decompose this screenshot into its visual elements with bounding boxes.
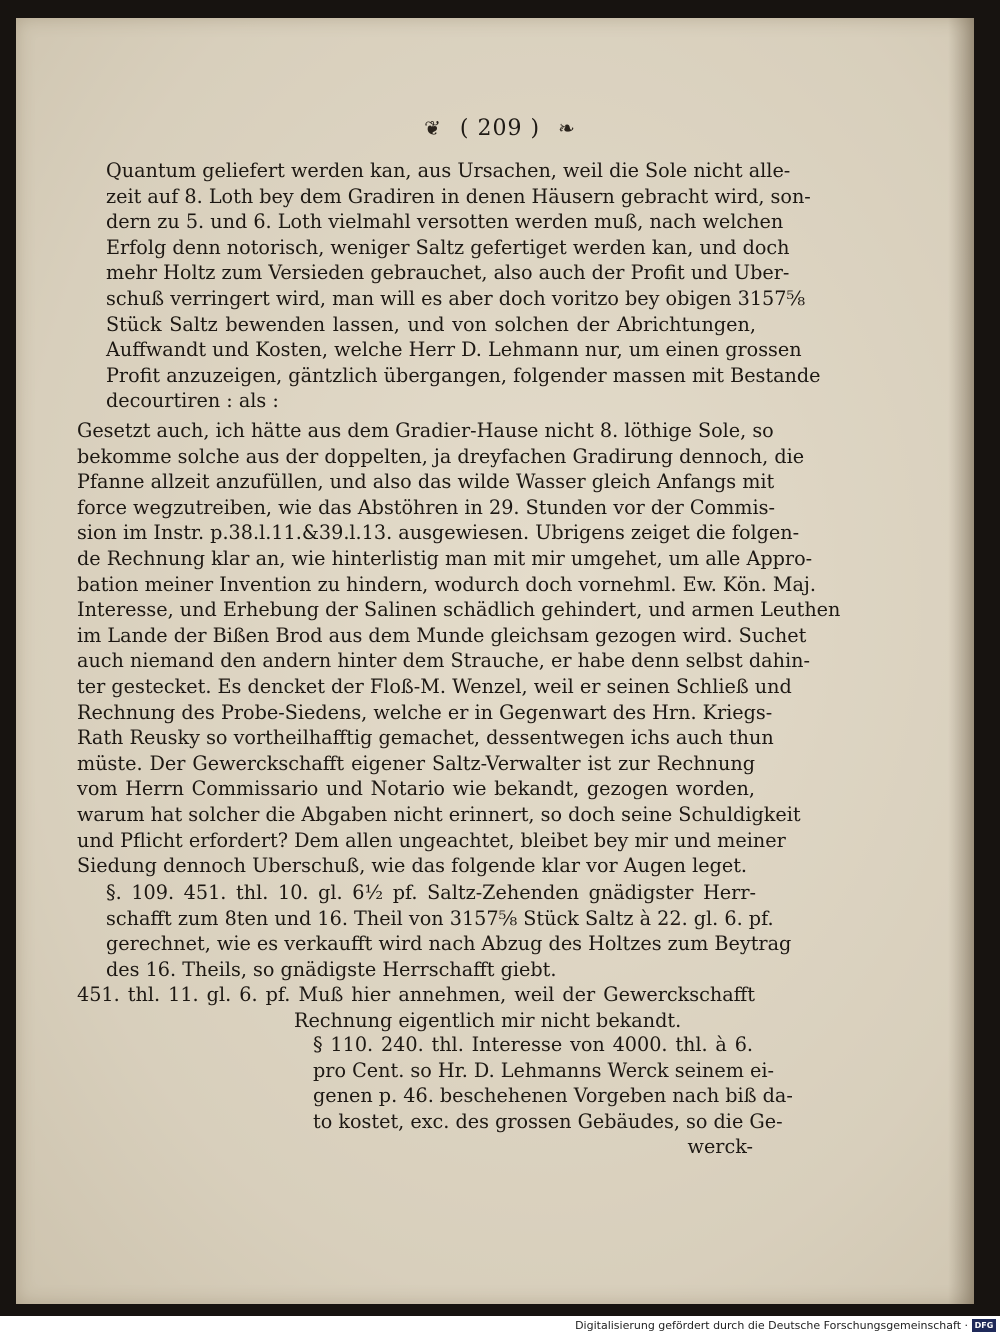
text-line: gerechnet, wie es verkaufft wird nach Abzug des Holtzes zum Beytrag [106,932,792,956]
text-line: Erfolg denn notorisch, weniger Saltz gefertiget werden kan, und doch [106,235,790,259]
text-line: de Rechnung klar an, wie hinterlistig man mit mir umgehet, um alle Appro- [77,546,813,570]
right-ornament-icon: ❧ [558,116,576,140]
text-line: Profit anzuzeigen, gäntzlich übergangen, folgender massen mit Bestande [106,363,821,387]
text-line: Siedung dennoch Uberschuß, wie das folgende klar vor Augen leget. [77,854,748,878]
dfg-logo-icon: DFG [972,1319,996,1332]
left-ornament-icon: ❦ [424,116,442,140]
funding-credit: Digitalisierung gefördert durch die Deutsche Forschungsgemeinschaft · [575,1319,968,1332]
text-line: pro Cent. so Hr. D. Lehmanns Werck seinem ei- [313,1058,775,1082]
text-line: Pfanne allzeit anzufüllen, und also das wilde Wasser gleich Anfangs mit [77,470,775,494]
text-line: §. 109. 451. thl. 10. gl. 6½ pf. Saltz-Zehenden gnädigster Herr- [106,881,756,904]
text-line: Rechnung des Probe-Siedens, welche er in Gegenwart des Hrn. Kriegs- [77,700,773,724]
text-line: im Lande der Bißen Brod aus dem Munde gleichsam gezogen wird. Suchet [77,623,807,647]
text-line: ter gestecket. Es dencket der Floß-M. Wenzel, weil er seinen Schließ und [77,674,792,698]
text-line: und Pflicht erfordert? Dem allen ungeachtet, bleibet bey mir und meiner [77,828,786,852]
text-line: schuß verringert wird, man will es aber doch voritzo bey obigen 3157⅝ [106,286,806,310]
paragraph-continuation [106,158,821,414]
text-line: bation meiner Invention zu hindern, wodurch doch vornehml. Ew. Kön. Maj. [77,572,816,596]
digitization-footer [0,1316,1000,1337]
paragraph-gesetzt [77,418,841,879]
text-line: decourtiren : als : [106,389,279,413]
text-line: vom Herrn Commissario und Notario wie bekandt, gezogen worden, [77,777,755,801]
text-line: mehr Holtz zum Versieden gebrauchet, also auch der Profit und Uber- [106,261,790,285]
amount-line [77,982,755,1008]
text-line: 451. thl. 11. gl. 6. pf. Muß hier annehmen, weil der Gewerckschafft [77,983,755,1006]
text-line: dern zu 5. und 6. Loth vielmahl versotten werden muß, nach welchen [106,210,784,234]
text-line: des 16. Theils, so gnädigste Herrschafft giebt. [106,957,557,981]
text-line: force wegzutreiben, wie das Abstöhren in 29. Stunden vor der Commis- [77,495,775,519]
page-number: ( 209 ) [459,116,541,141]
amount-note [294,1008,682,1034]
text-line: Gesetzt auch, ich hätte aus dem Gradier-Hause nicht 8. löthige Sole, so [77,419,774,442]
text-line: sion im Instr. p.38.l.11.&39.l.13. ausgewiesen. Ubrigens zeiget die folgen- [77,521,800,545]
text-line: schafft zum 8ten und 16. Theil von 3157⅝ Stück Saltz à 22. gl. 6. pf. [106,906,774,930]
text-line: warum hat solcher die Abgaben nicht erinnert, so doch seine Schuldigkeit [77,802,801,826]
text-line: bekomme solche aus der doppelten, ja dreyfachen Gradirung dennoch, die [77,444,805,468]
text-line: Auffwandt und Kosten, welche Herr D. Lehmann nur, um einen grossen [106,338,802,362]
text-line: Interesse, und Erhebung der Salinen schädlich gehindert, und armen Leuthen [77,598,841,622]
page-header [0,116,1000,141]
section-110 [313,1032,793,1160]
text-line: Rath Reusky so vortheilhafftig gemachet, dessentwegen ichs auch thun [77,726,774,750]
text-line: Rechnung eigentlich mir nicht bekandt. [294,1009,682,1032]
section-109 [106,880,792,982]
text-line: müste. Der Gewerckschafft eigener Saltz-Verwalter ist zur Rechnung [77,751,755,775]
page-gutter-shadow [948,18,974,1304]
catchword: werck- [687,1135,753,1159]
text-line: genen p. 46. beschehenen Vorgeben nach biß da- [313,1084,793,1108]
text-line: § 110. 240. thl. Interesse von 4000. thl. à 6. [313,1033,753,1056]
text-line: Quantum geliefert werden kan, aus Ursachen, weil die Sole nicht alle- [106,159,791,182]
text-line: auch niemand den andern hinter dem Strauche, er habe denn selbst dahin- [77,649,810,673]
text-line: zeit auf 8. Loth bey dem Gradiren in denen Häusern gebracht wird, son- [106,184,811,208]
text-line: to kostet, exc. des grossen Gebäudes, so die Ge- [313,1109,783,1133]
text-line: Stück Saltz bewenden lassen, und von solchen der Abrichtungen, [106,312,756,336]
